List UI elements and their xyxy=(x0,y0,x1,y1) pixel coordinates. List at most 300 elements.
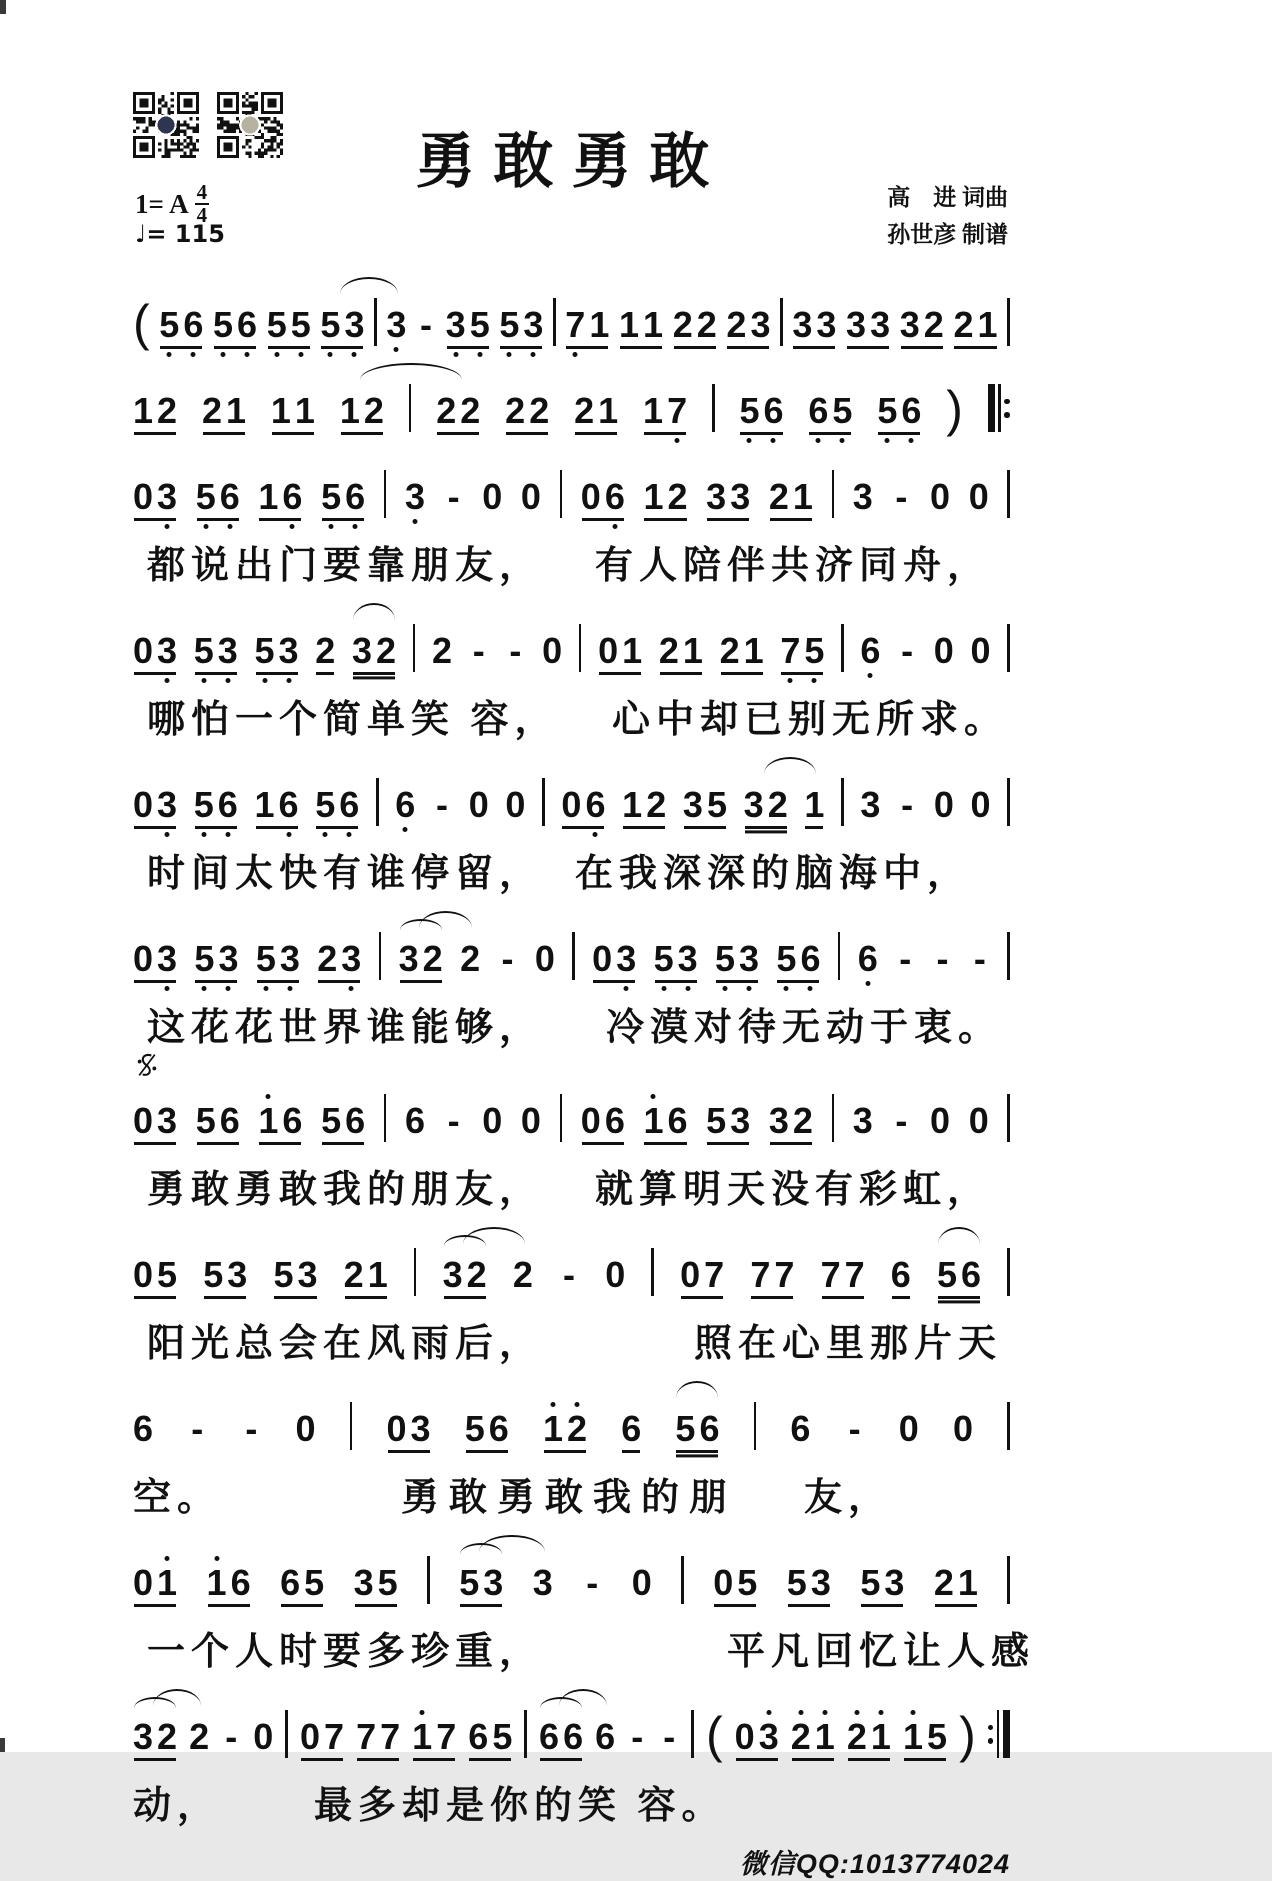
note-digit: 3 xyxy=(682,784,703,825)
note-digit: 2 xyxy=(567,1410,587,1448)
note-token xyxy=(720,632,764,670)
note-digit: 6 xyxy=(605,478,625,516)
octave-dot xyxy=(885,438,890,443)
dash-note: - xyxy=(501,938,514,979)
note-token xyxy=(446,306,490,344)
note-digit: 5 xyxy=(459,1562,480,1603)
beam-underline xyxy=(644,432,686,435)
octave-dot xyxy=(878,1710,883,1715)
note-token xyxy=(253,1718,273,1756)
note-digit: 2 xyxy=(847,1718,867,1756)
beam-underline xyxy=(540,1758,582,1761)
lyric-segment: 哪怕一个简单笑 容， xyxy=(147,699,559,741)
note-digit: 0 xyxy=(968,476,989,517)
lyric-row xyxy=(133,1156,1010,1210)
note-token xyxy=(808,392,852,430)
note-digit: 3 xyxy=(730,1100,751,1141)
note-digit: 6 xyxy=(230,1562,251,1603)
barline xyxy=(560,470,563,518)
note-digit: 6 xyxy=(858,940,878,978)
beam-underline xyxy=(777,980,819,983)
octave-dot xyxy=(286,678,291,683)
note-token xyxy=(267,306,311,344)
note-digit: 6 xyxy=(339,786,359,824)
note-token xyxy=(194,940,238,978)
note-digit: 3 xyxy=(157,940,177,978)
note-digit: 0 xyxy=(133,784,154,825)
octave-dot xyxy=(593,832,598,837)
note-token xyxy=(256,940,300,978)
note-digit: 0 xyxy=(534,938,555,979)
note-token xyxy=(280,1564,324,1602)
barline xyxy=(350,1402,353,1450)
beam-underline xyxy=(582,1142,624,1145)
note-digit: 1 xyxy=(133,390,154,431)
note-digit: 0 xyxy=(561,784,582,825)
barline xyxy=(1007,932,1010,980)
note-digit: 2 xyxy=(189,1716,210,1757)
note-token xyxy=(203,1256,247,1294)
note-digit: 0 xyxy=(295,1408,316,1449)
octave-dot xyxy=(551,1402,556,1407)
beam-underline xyxy=(620,346,662,349)
beam-underline xyxy=(134,826,176,829)
octave-dot xyxy=(771,438,776,443)
note-token xyxy=(521,1102,541,1140)
note-token xyxy=(930,1102,950,1140)
beam-underline xyxy=(745,826,787,829)
lyric-segment: 勇敢勇敢我的朋 xyxy=(401,1477,738,1519)
beam-underline xyxy=(197,518,239,521)
barline xyxy=(285,1710,288,1758)
note-digit: 6 xyxy=(808,392,828,430)
octave-dot xyxy=(784,986,789,991)
note-token xyxy=(469,786,489,824)
note-token xyxy=(860,786,880,824)
note-digit: 6 xyxy=(961,1254,982,1295)
note-token xyxy=(900,306,944,344)
beam-underline xyxy=(437,432,479,435)
note-token xyxy=(853,1102,873,1140)
note-digit: 2 xyxy=(343,1254,364,1295)
note-digit: 7 xyxy=(356,1716,377,1757)
note-digit: 3 xyxy=(218,940,238,978)
note-digit: 7 xyxy=(774,1254,795,1295)
octave-dot xyxy=(822,1710,827,1715)
note-digit: 1 xyxy=(871,1718,891,1756)
barline xyxy=(384,470,387,518)
note-digit: 0 xyxy=(133,1100,154,1141)
lyric-segment: 在我深深的脑海中， xyxy=(575,853,972,895)
note-token xyxy=(133,1718,177,1756)
note-digit: 6 xyxy=(404,1100,425,1141)
beam-underline xyxy=(622,1450,640,1453)
scan-artifact xyxy=(0,0,6,14)
note-token xyxy=(535,940,555,978)
note-digit: 6 xyxy=(890,1254,911,1295)
dash-note: - xyxy=(245,1408,258,1449)
octave-dot xyxy=(651,1094,656,1099)
dash-note: - xyxy=(225,1716,238,1757)
note-digit: 2 xyxy=(574,390,595,431)
note-token xyxy=(460,940,480,978)
note-digit: 1 xyxy=(622,784,643,825)
notation-row xyxy=(133,1070,1010,1156)
note-token xyxy=(133,392,177,430)
note-digit: 5 xyxy=(195,1100,216,1141)
note-digit: 1 xyxy=(977,304,998,345)
note-token xyxy=(953,306,997,344)
barline xyxy=(780,298,783,346)
beam-underline xyxy=(134,1296,176,1299)
dash-note: - xyxy=(901,784,914,825)
dash-note: - xyxy=(848,1408,861,1449)
note-digit: 3 xyxy=(616,940,636,978)
barline xyxy=(524,1710,527,1758)
note-digit: 1 xyxy=(815,1718,835,1756)
octave-dot xyxy=(191,352,196,357)
beam-underline xyxy=(792,1758,834,1761)
beam-underline xyxy=(257,980,299,983)
note-digit: 6 xyxy=(395,786,415,824)
octave-dot xyxy=(573,352,578,357)
note-digit: 3 xyxy=(884,1562,905,1603)
octave-dot xyxy=(214,1556,219,1561)
note-digit: 3 xyxy=(739,940,759,978)
barline xyxy=(1007,1402,1010,1450)
octave-dot xyxy=(286,832,291,837)
octave-dot xyxy=(245,352,250,357)
note-token xyxy=(133,1256,177,1294)
octave-dot xyxy=(274,352,279,357)
barline xyxy=(376,778,379,826)
note-digit: 5 xyxy=(499,306,519,344)
note-digit: 0 xyxy=(631,1562,652,1603)
note-digit: 0 xyxy=(970,784,991,825)
note-digit: 1 xyxy=(543,1410,563,1448)
note-digit: 0 xyxy=(930,476,951,517)
octave-dot xyxy=(329,524,334,529)
note-digit: 5 xyxy=(159,306,179,344)
note-token xyxy=(619,306,663,344)
beam-underline xyxy=(623,826,665,829)
notation-row xyxy=(133,360,1010,446)
page-title: 勇敢勇敢 xyxy=(415,129,728,195)
note-token xyxy=(513,1256,533,1294)
dash-note: - xyxy=(436,784,448,825)
note-digit: 5 xyxy=(675,1408,696,1449)
note-digit: 6 xyxy=(585,786,605,824)
note-token xyxy=(539,1718,583,1756)
lyric-segment: 动， xyxy=(133,1785,222,1827)
beam-underline xyxy=(593,980,635,983)
note-digit: 0 xyxy=(970,630,991,671)
octave-dot xyxy=(225,832,230,837)
note-digit: 2 xyxy=(792,1100,813,1141)
beam-underline xyxy=(544,1450,586,1453)
note-token xyxy=(581,478,625,516)
note-digit: 0 xyxy=(468,784,489,825)
note-token xyxy=(971,632,991,670)
octave-dot xyxy=(165,524,170,529)
lyric-segment: 都说出门要靠朋友， xyxy=(147,545,544,587)
beam-underline xyxy=(878,432,920,435)
dash-note: - xyxy=(663,1716,676,1757)
beam-underline xyxy=(353,672,395,675)
note-digit: 1 xyxy=(792,476,813,517)
octave-dot xyxy=(453,352,458,357)
dash-note: - xyxy=(447,476,460,517)
note-digit: 3 xyxy=(846,304,867,345)
note-digit: 3 xyxy=(678,940,698,978)
note-token xyxy=(499,306,543,344)
octave-dot xyxy=(202,986,207,991)
note-digit: 3 xyxy=(442,1254,463,1295)
beam-underline xyxy=(500,346,542,349)
barline xyxy=(1007,1556,1010,1604)
note-digit: 3 xyxy=(860,784,881,825)
beam-underline xyxy=(447,346,489,349)
note-digit: 3 xyxy=(532,1562,553,1603)
barline xyxy=(651,1248,654,1296)
beam-underline xyxy=(134,980,176,983)
note-token xyxy=(804,786,824,824)
note-digit: 2 xyxy=(726,304,747,345)
barline xyxy=(1007,1248,1010,1296)
note-digit: 5 xyxy=(157,1254,178,1295)
octave-dot xyxy=(352,352,357,357)
note-token xyxy=(255,632,299,670)
barline xyxy=(832,1094,835,1142)
slur-arc xyxy=(764,757,816,774)
note-token xyxy=(622,786,666,824)
note-digit: 5 xyxy=(194,940,214,978)
note-digit: 3 xyxy=(405,478,425,516)
note-token xyxy=(706,478,750,516)
note-digit: 5 xyxy=(936,1254,957,1295)
note-token xyxy=(937,1256,981,1294)
dash-note: - xyxy=(901,630,914,671)
note-digit: 7 xyxy=(565,306,585,344)
note-digit: 5 xyxy=(715,940,735,978)
note-digit: 0 xyxy=(580,476,601,517)
note-digit: 2 xyxy=(157,1716,178,1757)
note-token xyxy=(505,392,549,430)
slur-arc xyxy=(676,1381,718,1398)
beam-underline xyxy=(413,1758,455,1761)
tempo-marking: ♩= 115 xyxy=(135,220,225,248)
beam-underline xyxy=(727,346,769,349)
note-token xyxy=(675,1410,719,1448)
beam-underline xyxy=(740,432,782,435)
beam-underline xyxy=(204,1296,246,1299)
beam-underline xyxy=(388,1450,430,1453)
notation-row xyxy=(133,600,1010,686)
note-digit: 5 xyxy=(213,306,233,344)
note-digit: 0 xyxy=(734,1716,755,1757)
note-token xyxy=(581,1102,625,1140)
lyric-segment: 照在心里那片天 xyxy=(694,1323,1003,1365)
parenthesis: ) xyxy=(959,1707,976,1763)
note-token xyxy=(565,306,609,344)
octave-dot xyxy=(808,986,813,991)
note-token xyxy=(769,478,813,516)
note-token xyxy=(133,786,177,824)
note-digit: 1 xyxy=(957,1562,978,1603)
note-digit: 5 xyxy=(654,940,674,978)
dash-note: - xyxy=(895,476,908,517)
note-token xyxy=(133,1564,177,1602)
barline xyxy=(1007,298,1010,346)
note-digit: 3 xyxy=(810,1562,831,1603)
note-digit: 5 xyxy=(377,1562,398,1603)
beam-underline xyxy=(736,1758,778,1761)
beam-underline xyxy=(674,346,716,349)
note-digit: 5 xyxy=(291,306,311,344)
note-digit: 5 xyxy=(203,1254,224,1295)
note-token xyxy=(858,940,878,978)
octave-dot xyxy=(323,832,328,837)
note-digit: 5 xyxy=(737,1562,758,1603)
note-token xyxy=(643,392,687,430)
note-digit: 1 xyxy=(643,390,664,431)
note-digit: 2 xyxy=(460,390,481,431)
note-digit: 3 xyxy=(344,306,364,344)
note-token xyxy=(207,1564,251,1602)
octave-dot xyxy=(290,524,295,529)
note-digit: 5 xyxy=(273,1254,294,1295)
note-digit: 5 xyxy=(877,392,897,430)
octave-dot xyxy=(766,1710,771,1715)
note-token xyxy=(605,1256,625,1294)
note-token xyxy=(780,632,824,670)
note-token xyxy=(643,478,687,516)
note-digit: 0 xyxy=(680,1254,701,1295)
beam-underline xyxy=(322,518,364,521)
beam-underline xyxy=(938,1296,980,1299)
note-token xyxy=(202,392,246,430)
note-digit: 6 xyxy=(218,786,238,824)
barline xyxy=(1007,1094,1010,1142)
note-digit: 1 xyxy=(270,390,291,431)
octave-dot xyxy=(675,438,680,443)
note-digit: 2 xyxy=(791,1718,811,1756)
note-token xyxy=(621,1410,641,1448)
note-token xyxy=(405,1102,425,1140)
dash-note: - xyxy=(472,630,485,671)
note-token xyxy=(133,940,177,978)
note-digit: 5 xyxy=(804,632,824,670)
note-digit: 5 xyxy=(739,392,759,430)
note-digit: 2 xyxy=(658,630,679,671)
note-digit: 1 xyxy=(643,476,664,517)
note-digit: 5 xyxy=(304,1562,325,1603)
note-digit: 6 xyxy=(595,1716,616,1757)
barline xyxy=(572,932,575,980)
octave-dot xyxy=(201,832,206,837)
note-token xyxy=(821,1256,865,1294)
note-digit: 2 xyxy=(529,390,550,431)
beam-underline xyxy=(203,432,245,435)
note-digit: 6 xyxy=(604,1100,625,1141)
note-digit: 2 xyxy=(317,938,338,979)
note-token xyxy=(356,1718,400,1756)
note-digit: 2 xyxy=(363,390,384,431)
note-digit: 1 xyxy=(598,390,619,431)
octave-dot xyxy=(349,986,354,991)
octave-dot xyxy=(225,678,230,683)
octave-dot xyxy=(353,524,358,529)
note-digit: 5 xyxy=(832,392,852,430)
note-digit: 2 xyxy=(646,784,667,825)
note-token xyxy=(561,786,605,824)
barline xyxy=(427,1556,430,1604)
note-token xyxy=(899,1410,919,1448)
note-token xyxy=(543,1410,587,1448)
beam-underline xyxy=(805,826,823,829)
dash-note: - xyxy=(895,1100,908,1141)
octave-dot xyxy=(203,524,208,529)
note-token xyxy=(213,306,257,344)
lyric-segment: 平凡回忆让人感 xyxy=(727,1631,1036,1673)
beam-underline xyxy=(316,672,334,675)
beam-underline xyxy=(721,672,763,675)
credits xyxy=(887,180,1008,254)
lyric-row xyxy=(133,686,1010,740)
note-digit: 2 xyxy=(505,390,526,431)
note-digit: 5 xyxy=(194,632,214,670)
barline xyxy=(1007,778,1010,826)
barline xyxy=(384,1094,387,1142)
note-digit: 3 xyxy=(706,476,727,517)
note-token xyxy=(934,632,954,670)
note-digit: 6 xyxy=(699,1408,720,1449)
note-digit: 6 xyxy=(237,306,257,344)
note-digit: 3 xyxy=(792,304,813,345)
note-token xyxy=(969,478,989,516)
note-digit: 6 xyxy=(219,1100,240,1141)
parenthesis: ( xyxy=(705,1707,723,1763)
note-digit: 0 xyxy=(133,630,154,671)
note-digit: 3 xyxy=(446,306,466,344)
barline xyxy=(832,470,835,518)
note-digit: 3 xyxy=(899,304,920,345)
beam-underline xyxy=(904,1758,946,1761)
note-token xyxy=(891,1256,911,1294)
lyric-segment: 就算明天没有彩虹， xyxy=(595,1169,992,1211)
beam-underline xyxy=(460,1604,502,1607)
octave-dot xyxy=(412,519,417,524)
octave-dot xyxy=(685,986,690,991)
slur-arc xyxy=(340,277,398,294)
composer-credit: 高 进 词曲 xyxy=(887,185,1008,210)
note-digit: 2 xyxy=(432,630,453,671)
note-digit: 3 xyxy=(759,1718,779,1756)
note-token xyxy=(654,940,698,978)
beam-underline xyxy=(341,432,383,435)
notation-row xyxy=(133,754,1010,840)
octave-dot xyxy=(747,986,752,991)
note-token xyxy=(300,1718,344,1756)
octave-dot xyxy=(747,438,752,443)
contact-footer: 微信QQ:1013774024 xyxy=(739,1849,1010,1879)
beam-underline xyxy=(770,518,812,521)
note-digit: 5 xyxy=(706,784,727,825)
octave-dot xyxy=(788,678,793,683)
note-digit: 0 xyxy=(713,1562,734,1603)
note-digit: 6 xyxy=(279,786,299,824)
octave-dot xyxy=(347,832,352,837)
